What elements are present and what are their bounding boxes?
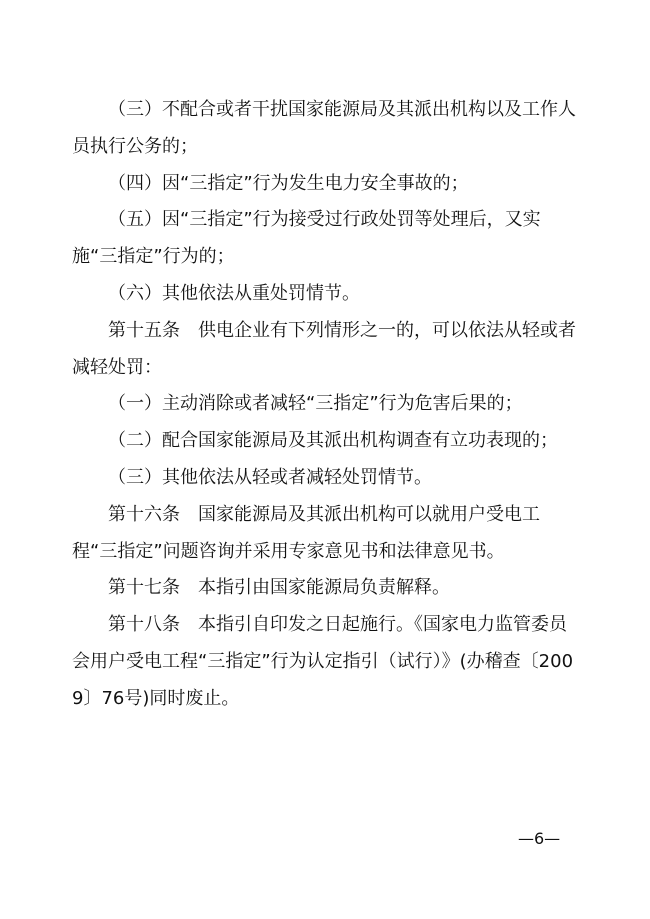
article-16: 第十六条 国家能源局及其派出机构可以就用户受电工程“三指定”问题咨询并采用专家意见书和法律意见书。 [72,503,540,562]
paragraph-item-4-safety-accident: （四）因“三指定”行为发生电力安全事故的； [108,172,469,194]
paragraph-item-5-repeat-offense: （五）因“三指定”行为接受过行政处罚等处理后，又实施“三指定”行为的； [72,209,541,268]
article-18: 第十八条 本指引自印发之日起施行。《国家电力监管委员会用户受电工程“三指定”行为认定指引（试行）》(办稽查〔2009〕76号)同时废止。 [72,614,574,709]
article-17: 第十七条 本指引由国家能源局负责解释。 [108,577,450,599]
document-body [72,92,582,718]
paragraph-item-1-mitigation: （一）主动消除或者减轻“三指定”行为危害后果的； [108,393,523,415]
page-number: —6— [518,829,561,848]
paragraph-item-3-other-mitigating: （三）其他依法从轻或者减轻处罚情节。 [108,466,432,488]
paragraph-item-6-other-aggravating: （六）其他依法从重处罚情节。 [108,282,360,304]
paragraph-item-3-noncooperation: （三）不配合或者干扰国家能源局及其派出机构以及工作人员执行公务的； [72,99,576,157]
article-15: 第十五条 供电企业有下列情形之一的，可以依法从轻或者减轻处罚： [72,319,576,378]
paragraph-item-2-cooperation: （二）配合国家能源局及其派出机构调查有立功表现的； [108,430,558,452]
